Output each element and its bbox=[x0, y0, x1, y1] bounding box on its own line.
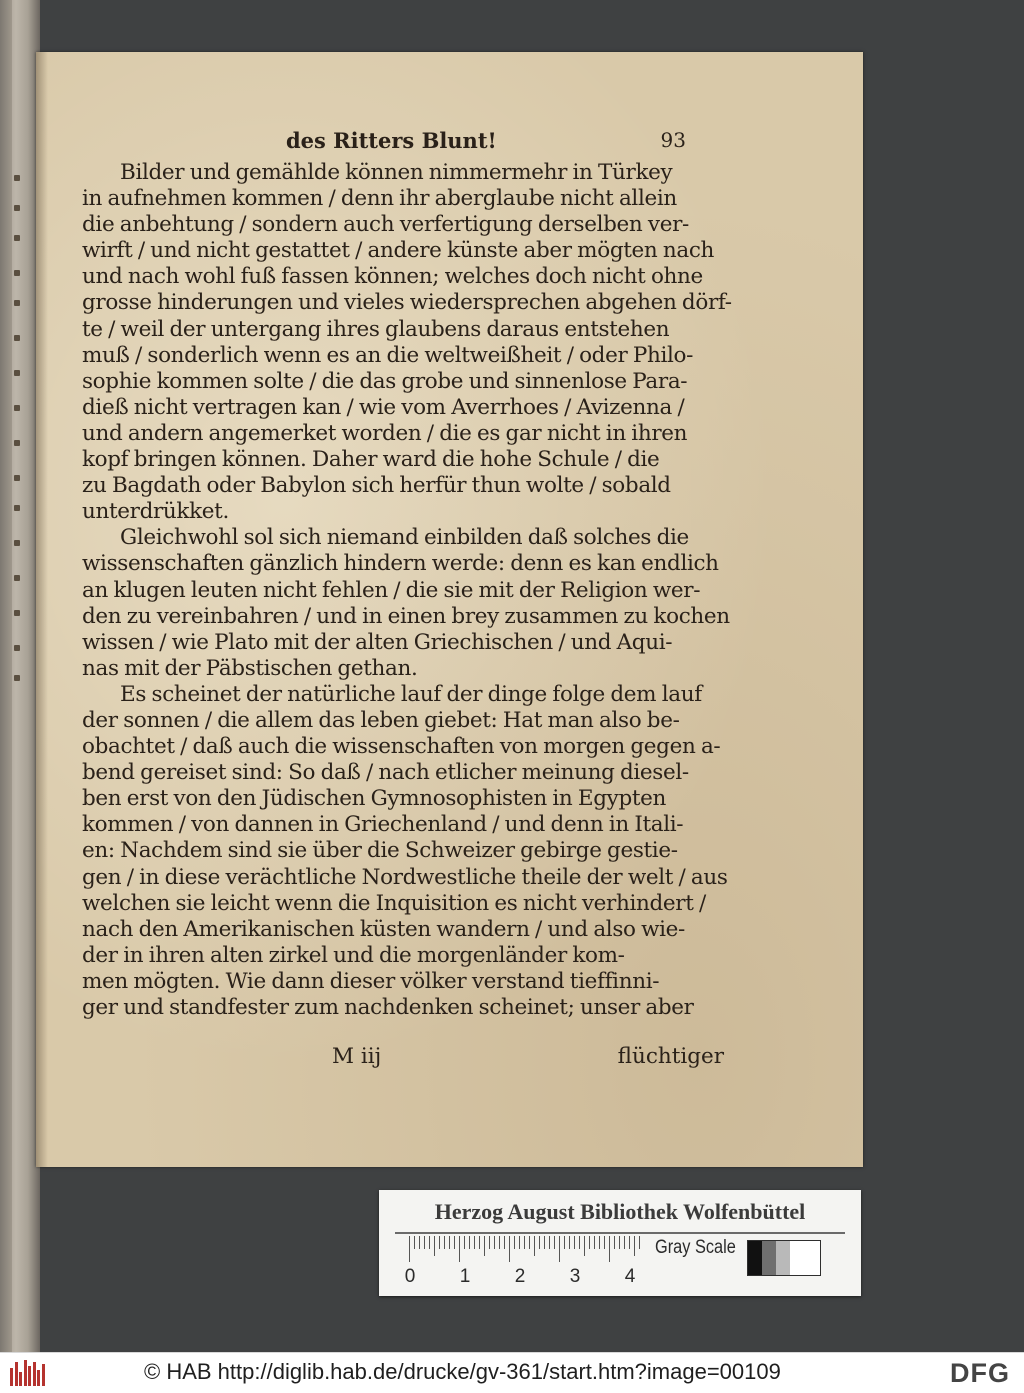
edge-mark bbox=[14, 610, 20, 616]
text-line: Es scheinet der natürliche lauf der dinge folge dem lauf bbox=[120, 681, 702, 707]
logo-bar bbox=[19, 1372, 22, 1386]
ruler-tick bbox=[489, 1236, 490, 1249]
text-line: sophie kommen solte / die das grobe und sinnenlose Para- bbox=[82, 368, 688, 394]
logo-bar bbox=[15, 1362, 18, 1386]
footer-bar bbox=[0, 1352, 1024, 1393]
ruler-tick bbox=[579, 1236, 580, 1249]
text-line: grosse hinderungen und vieles wiedersprechen abgehen dörf- bbox=[82, 290, 732, 316]
text-line: Gleichwohl sol sich niemand einbilden daß solches die bbox=[120, 525, 689, 551]
text-line: den zu vereinbahren / und in einen brey zusammen zu kochen bbox=[82, 603, 730, 629]
ruler-tick bbox=[574, 1236, 575, 1249]
edge-mark bbox=[14, 300, 20, 306]
ruler-label: 1 bbox=[459, 1266, 471, 1287]
ruler-tick bbox=[639, 1236, 640, 1249]
ruler-tick bbox=[589, 1236, 590, 1249]
text-line: obachtet / daß auch die wissenschaften von morgen gegen a- bbox=[82, 734, 721, 760]
text-line: und nach wohl fuß fassen können; welches doch nicht ohne bbox=[82, 264, 703, 290]
copyright-link[interactable]: © HAB http://diglib.hab.de/drucke/gv-361/start.htm?image=00109 bbox=[144, 1359, 781, 1384]
running-head bbox=[286, 128, 686, 158]
ruler-tick bbox=[569, 1236, 570, 1249]
text-line: men mögten. Wie dann dieser völker verstand tieffinni- bbox=[82, 968, 660, 994]
gray-swatch bbox=[762, 1241, 776, 1275]
edge-mark bbox=[14, 235, 20, 241]
signature-mark: M iij bbox=[332, 1044, 382, 1069]
text-line: dieß nicht vertragen kan / wie vom Averrhoes / Avizenna / bbox=[82, 394, 685, 420]
ruler-tick bbox=[484, 1236, 485, 1256]
ruler-tick bbox=[514, 1236, 515, 1249]
ruler-tick bbox=[469, 1236, 470, 1249]
edge-mark bbox=[14, 335, 20, 341]
card-divider bbox=[395, 1232, 845, 1234]
ruler-tick bbox=[609, 1236, 610, 1262]
ruler-tick bbox=[539, 1236, 540, 1249]
ruler-tick bbox=[464, 1236, 465, 1249]
text-line: nas mit der Päbstischen gethan. bbox=[82, 655, 418, 681]
ruler-tick bbox=[504, 1236, 505, 1249]
gray-scale-label: Gray Scale bbox=[655, 1237, 736, 1258]
page-gutter-shadow bbox=[36, 52, 48, 1167]
ruler-tick bbox=[594, 1236, 595, 1249]
text-line: en: Nachdem sind sie über die Schweizer gebirge gestie- bbox=[82, 838, 678, 864]
ruler-labels bbox=[401, 1266, 661, 1290]
ruler-tick bbox=[519, 1236, 520, 1249]
hab-logo-icon bbox=[10, 1360, 46, 1386]
ruler-tick bbox=[414, 1236, 415, 1249]
ruler-tick bbox=[479, 1236, 480, 1249]
edge-mark bbox=[14, 205, 20, 211]
text-line: wissen / wie Plato mit der alten Griechischen / und Aqui- bbox=[82, 629, 673, 655]
edge-mark bbox=[14, 645, 20, 651]
ruler-tick bbox=[524, 1236, 525, 1249]
text-line: wissenschaften gänzlich hindern werde: denn es kan endlich bbox=[82, 551, 719, 577]
book-page bbox=[36, 52, 863, 1167]
edge-mark bbox=[14, 475, 20, 481]
page-footer-line bbox=[82, 1044, 724, 1070]
ruler-label: 4 bbox=[624, 1266, 636, 1287]
ruler-tick bbox=[559, 1236, 560, 1262]
ruler-tick bbox=[624, 1236, 625, 1249]
text-line: kopf bringen können. Daher ward die hohe Schule / die bbox=[82, 447, 660, 473]
logo-bar bbox=[33, 1362, 36, 1386]
gray-scale-swatches bbox=[747, 1240, 821, 1276]
color-scale-card bbox=[379, 1190, 861, 1296]
text-line: der sonnen / die allem das leben giebet: Hat man also be- bbox=[82, 707, 680, 733]
ruler-tick bbox=[454, 1236, 455, 1249]
gray-swatch bbox=[748, 1241, 762, 1275]
edge-mark bbox=[14, 540, 20, 546]
ruler-tick bbox=[409, 1236, 410, 1262]
catchword: flüchtiger bbox=[617, 1044, 724, 1069]
edge-mark bbox=[14, 440, 20, 446]
ruler-tick bbox=[529, 1236, 530, 1249]
ruler-label: 2 bbox=[514, 1266, 526, 1287]
neighbouring-pages bbox=[0, 0, 40, 1352]
edge-mark bbox=[14, 575, 20, 581]
ruler-tick bbox=[629, 1236, 630, 1249]
logo-bar bbox=[37, 1370, 40, 1386]
edge-mark bbox=[14, 405, 20, 411]
ruler-tick bbox=[494, 1236, 495, 1249]
ruler-tick bbox=[444, 1236, 445, 1249]
ruler-tick bbox=[499, 1236, 500, 1249]
edge-mark bbox=[14, 675, 20, 681]
ruler-tick bbox=[434, 1236, 435, 1256]
ruler-tick bbox=[429, 1236, 430, 1249]
text-line: muß / sonderlich wenn es an die weltweißheit / oder Philo- bbox=[82, 342, 694, 368]
logo-bar bbox=[10, 1368, 13, 1386]
ruler-tick bbox=[439, 1236, 440, 1249]
page-edge-marks bbox=[14, 175, 20, 705]
text-line: kommen / von dannen in Griechenland / und denn in Itali- bbox=[82, 812, 684, 838]
body-text bbox=[82, 160, 732, 1021]
cm-ruler bbox=[409, 1236, 639, 1266]
ruler-tick bbox=[459, 1236, 460, 1262]
ruler-tick bbox=[634, 1236, 635, 1256]
text-line: te / weil der untergang ihres glaubens daraus entstehen bbox=[82, 316, 670, 342]
logo-bar bbox=[24, 1360, 27, 1386]
ruler-tick bbox=[534, 1236, 535, 1256]
text-line: zu Bagdath oder Babylon sich herfür thun wolte / sobald bbox=[82, 473, 671, 499]
text-line: und andern angemerket worden / die es gar nicht in ihren bbox=[82, 420, 688, 446]
ruler-tick bbox=[419, 1236, 420, 1249]
ruler-tick bbox=[544, 1236, 545, 1249]
ruler-tick bbox=[604, 1236, 605, 1249]
ruler-tick bbox=[449, 1236, 450, 1249]
page-number: 93 bbox=[660, 128, 686, 152]
ruler-tick bbox=[509, 1236, 510, 1262]
ruler-tick bbox=[474, 1236, 475, 1249]
card-library-name: Herzog August Bibliothek Wolfenbüttel bbox=[434, 1199, 806, 1224]
gray-swatch bbox=[790, 1241, 820, 1275]
ruler-tick bbox=[549, 1236, 550, 1249]
edge-mark bbox=[14, 370, 20, 376]
text-line: unterdrükket. bbox=[82, 499, 229, 525]
text-line: ben erst von den Jüdischen Gymnosophisten in Egypten bbox=[82, 786, 667, 812]
edge-mark bbox=[14, 505, 20, 511]
logo-bar bbox=[28, 1366, 31, 1386]
text-line: gen / in diese verächtliche Nordwestliche theile der welt / aus bbox=[82, 864, 728, 890]
running-title: des Ritters Blunt! bbox=[286, 128, 497, 153]
ruler-tick bbox=[619, 1236, 620, 1249]
logo-bar bbox=[42, 1364, 45, 1386]
text-line: nach den Amerikanischen küsten wandern / und also wie- bbox=[82, 916, 685, 942]
text-line: Bilder und gemählde können nimmermehr in Türkey bbox=[120, 160, 673, 185]
gray-swatch bbox=[776, 1241, 790, 1275]
ruler-tick bbox=[424, 1236, 425, 1249]
text-line: wirft / und nicht gestattet / andere künste aber mögten nach bbox=[82, 238, 715, 264]
text-line: ger und standfester zum nachdenken scheinet; unser aber bbox=[82, 995, 694, 1020]
ruler-label: 3 bbox=[569, 1266, 581, 1287]
text-line: in aufnehmen kommen / denn ihr aberglaube nicht allein bbox=[82, 186, 677, 212]
ruler-tick bbox=[599, 1236, 600, 1249]
edge-mark bbox=[14, 270, 20, 276]
ruler-label: 0 bbox=[404, 1266, 416, 1287]
ruler-tick bbox=[554, 1236, 555, 1249]
text-line: die anbehtung / sondern auch verfertigung derselben ver- bbox=[82, 212, 689, 238]
dfg-logo: DFG bbox=[950, 1358, 1010, 1388]
text-line: welchen sie leicht wenn die Inquisition es nicht verhindert / bbox=[82, 890, 706, 916]
text-line: der in ihren alten zirkel und die morgenländer kom- bbox=[82, 942, 625, 968]
ruler-tick bbox=[584, 1236, 585, 1256]
text-line: an klugen leuten nicht fehlen / die sie mit der Religion wer- bbox=[82, 577, 701, 603]
ruler-tick bbox=[564, 1236, 565, 1249]
text-line: bend gereiset sind: So daß / nach etlicher meinung diesel- bbox=[82, 760, 689, 786]
ruler-tick bbox=[614, 1236, 615, 1249]
edge-mark bbox=[14, 175, 20, 181]
